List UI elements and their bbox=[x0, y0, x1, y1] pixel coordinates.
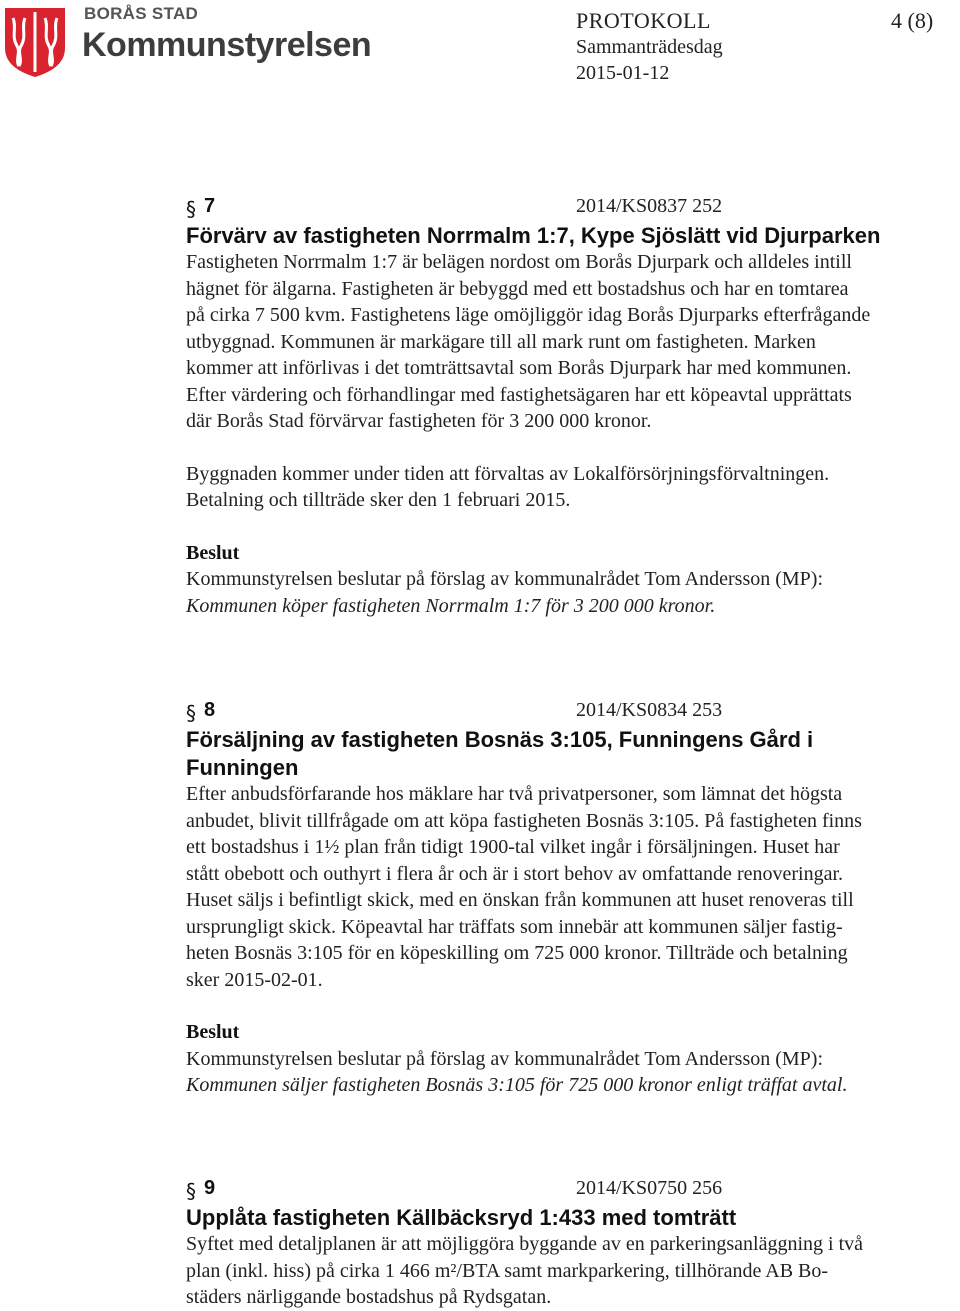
decision-block bbox=[186, 1019, 954, 1072]
beslut-intro: Kommunstyrelsen beslutar på förslag av kommunalrådet Tom Andersson (MP): bbox=[186, 1047, 824, 1070]
section-title-line: Funningen bbox=[186, 755, 299, 780]
section-number: 8 bbox=[204, 699, 216, 721]
section-heading-row bbox=[186, 699, 954, 725]
body-line: stått obebott och outhyrt i flera år och är i stort behov av omfattande renoveringar. bbox=[186, 862, 844, 885]
body-line: Efter värdering och förhandlingar med fastighetsägaren har ett köpeavtal upprättats bbox=[186, 383, 852, 406]
boras-coat-of-arms-logo bbox=[3, 6, 67, 78]
body-line: Fastigheten Norrmalm 1:7 är belägen nordost om Borås Djurpark och alldeles intill bbox=[186, 251, 852, 273]
organization-name: Kommunstyrelsen bbox=[82, 26, 372, 64]
body-line: plan (inkl. hiss) på cirka 1 466 m²/BTA samt markparkering, tillhörande AB Bo- bbox=[186, 1259, 829, 1282]
city-name: BORÅS STAD bbox=[84, 4, 199, 23]
beslut-intro: Kommunstyrelsen beslutar på förslag av kommunalrådet Tom Andersson (MP): bbox=[186, 568, 824, 590]
body-line: hägnet för älgarna. Fastigheten är bebyggd med ett bostadshus och har en tomtarea bbox=[186, 277, 849, 300]
section-body-2 bbox=[186, 461, 954, 514]
document-type: PROTOKOLL bbox=[576, 8, 711, 33]
page-number: 4 (8) bbox=[891, 8, 934, 33]
case-number: 2014/KS0837 252 bbox=[576, 195, 723, 217]
beslut-heading: Beslut bbox=[186, 541, 240, 564]
section-title: Upplåta fastigheten Källbäcksryd 1:433 med tomträtt bbox=[186, 1205, 737, 1230]
section-8 bbox=[186, 699, 954, 1099]
decision-block bbox=[186, 540, 954, 593]
section-heading-row bbox=[186, 1177, 954, 1203]
case-number: 2014/KS0834 253 bbox=[576, 699, 723, 721]
body-line: Efter anbudsförfarande hos mäklare har två privatpersoner, som lämnat det högsta bbox=[186, 783, 843, 805]
decision-text: Kommunen säljer fastigheten Bosnäs 3:105 för 725 000 kronor enligt träffat avtal. bbox=[186, 1074, 848, 1096]
section-body bbox=[186, 1231, 954, 1311]
paragraph-sign-icon: § bbox=[186, 197, 196, 221]
body-line: sker 2015-02-01. bbox=[186, 968, 323, 991]
section-body bbox=[186, 781, 954, 993]
section-number: 7 bbox=[204, 195, 216, 217]
document-header bbox=[0, 0, 960, 90]
case-number: 2014/KS0750 256 bbox=[576, 1177, 723, 1199]
body-line: ursprungligt skick. Köpeavtal har träffats som innebär att kommunen säljer fastig- bbox=[186, 915, 843, 938]
body-line: städers närliggande bostadshus på Rydsgatan. bbox=[186, 1286, 552, 1308]
meeting-label: Sammanträdesdag bbox=[576, 36, 723, 58]
section-number: 9 bbox=[204, 1177, 216, 1199]
body-line: utbyggnad. Kommunen är markägare till all mark runt om fastigheten. Marken bbox=[186, 330, 816, 353]
meeting-date: 2015-01-12 bbox=[576, 62, 670, 84]
body-line: där Borås Stad förvärvar fastigheten för 3 200 000 kronor. bbox=[186, 410, 652, 432]
paragraph-sign-icon: § bbox=[186, 1179, 196, 1203]
body-line: anbudet, blivit tillfrågade om att köpa fastigheten Bosnäs 3:105. På fastigheten finns bbox=[186, 809, 862, 832]
body-line: Betalning och tillträde sker den 1 februari 2015. bbox=[186, 489, 571, 511]
section-body bbox=[186, 249, 954, 435]
body-line: Syftet med detaljplanen är att möjliggöra byggande av en parkeringsanläggning i två bbox=[186, 1233, 864, 1255]
section-heading-row bbox=[186, 195, 954, 221]
body-line: heten Bosnäs 3:105 för en köpeskilling om 725 000 kronor. Tillträde och betalning bbox=[186, 942, 848, 964]
beslut-heading: Beslut bbox=[186, 1021, 240, 1043]
paragraph-sign-icon: § bbox=[186, 701, 196, 725]
decision-text: Kommunen köper fastigheten Norrmalm 1:7 för 3 200 000 kronor. bbox=[186, 594, 716, 617]
section-7 bbox=[186, 195, 954, 619]
body-line: på cirka 7 500 kvm. Fastighetens läge omöjliggör idag Borås Djurparks efterfrågande bbox=[186, 304, 871, 326]
section-title-line: Försäljning av fastigheten Bosnäs 3:105, Funningens Gård i bbox=[186, 727, 814, 752]
body-line: Byggnaden kommer under tiden att förvaltas av Lokalförsörjningsförvaltningen. bbox=[186, 462, 830, 485]
body-line: kommer att införlivas i det tomträttsavtal som Borås Djurpark har med kommunen. bbox=[186, 357, 852, 379]
body-line: Huset säljs i befintligt skick, med en önskan från kommunen att huset renoveras till bbox=[186, 889, 854, 911]
body-line: ett bostadshus i 1½ plan från tidigt 1900-tal vilket ingår i försäljningen. Huset har bbox=[186, 836, 840, 858]
section-title: Förvärv av fastigheten Norrmalm 1:7, Kype Sjöslätt vid Djurparken bbox=[186, 223, 881, 248]
section-9 bbox=[186, 1177, 954, 1311]
